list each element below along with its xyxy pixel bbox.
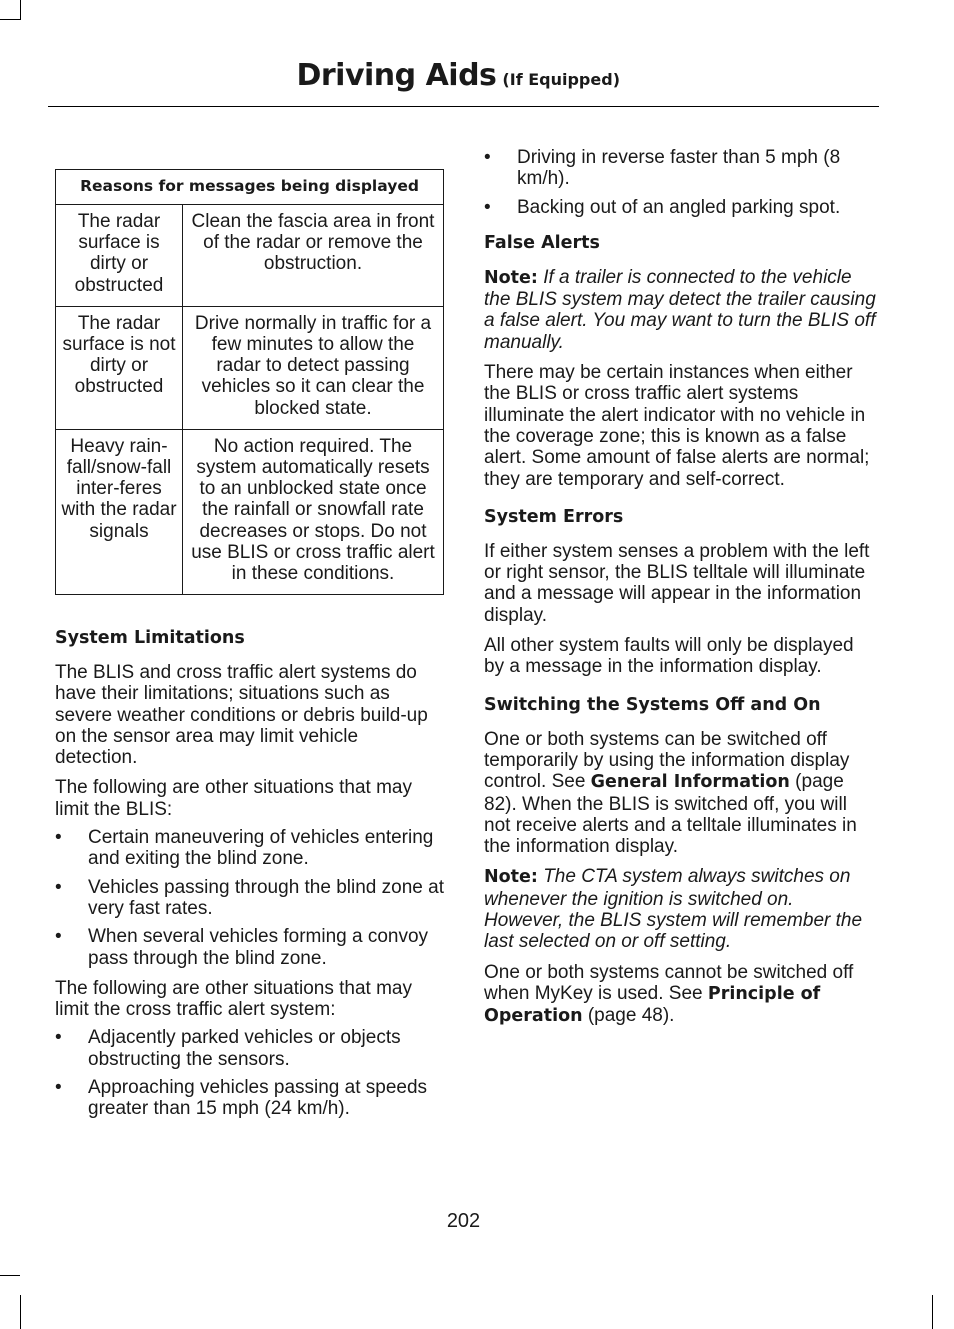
list-item xyxy=(484,147,876,190)
cta-limitations-list xyxy=(55,1027,445,1119)
section-heading-system-errors: System Errors xyxy=(484,506,624,527)
crop-mark xyxy=(0,1275,20,1276)
crop-mark xyxy=(20,1295,21,1329)
table-header-row xyxy=(56,170,444,205)
switching-text: One or both systems can be switched off temporarily by using the information display control. See xyxy=(484,728,850,793)
list-item-text: When several vehicles forming a convoy pass through the blind zone. xyxy=(88,926,429,969)
mykey-text: (page 48). xyxy=(582,1005,675,1027)
bullet-icon: • xyxy=(484,147,491,168)
section-heading-system-limitations: System Limitations xyxy=(55,628,245,648)
crop-mark xyxy=(932,1295,933,1329)
header-divider xyxy=(48,106,879,107)
section-heading-switching: Switching the Systems Off and On xyxy=(484,694,821,715)
table-cell-action: No action required. The system automatically resets to an unblocked state once the rainfall or snowfall rate decreases or stops. Do not use BLIS or cross traffic alert in these conditions. xyxy=(183,429,444,594)
list-item xyxy=(55,926,445,969)
list-item-text: Certain maneuvering of vehicles entering and exiting the blind zone. xyxy=(88,827,434,870)
principle-of-operation-link[interactable]: Principle of Operation xyxy=(484,983,821,1027)
list-item-text: Vehicles passing through the blind zone at very fast rates. xyxy=(88,876,444,919)
cta-note xyxy=(484,866,876,952)
blis-limitations-list xyxy=(55,827,445,969)
list-item xyxy=(55,827,445,870)
list-item xyxy=(55,1077,445,1120)
crop-mark xyxy=(20,0,21,20)
note-label: Note: xyxy=(484,867,538,888)
table-row xyxy=(56,429,444,594)
switching-paragraph xyxy=(484,729,876,858)
table-cell-cause: The radar surface is dirty or obstructed xyxy=(56,205,183,307)
bullet-icon: • xyxy=(55,827,62,849)
general-information-link[interactable]: General Information xyxy=(590,772,790,793)
false-alerts-paragraph: There may be certain instances when either the BLIS or cross traffic alert systems illuminate the alert indicator with no vehicle in the coverage zone; this is known as a false alert. Some amount of false alerts are normal; they are temporary and self-correct. xyxy=(484,362,870,490)
page-number: 202 xyxy=(446,1210,481,1232)
bullet-icon: • xyxy=(55,876,62,898)
switching-text: (page 82). When the BLIS is switched off, you will not receive alerts and a telltale illuminates in the information display. xyxy=(484,771,857,858)
table-row xyxy=(56,205,444,307)
table-cell-action: Clean the fascia area in front of the radar or remove the obstruction. xyxy=(183,205,444,307)
mykey-paragraph xyxy=(484,962,876,1028)
table-row xyxy=(56,306,444,429)
bullet-icon: • xyxy=(484,196,491,218)
note-label: Note: xyxy=(484,267,538,288)
crop-mark xyxy=(0,19,20,20)
section-heading-false-alerts: False Alerts xyxy=(484,232,600,253)
note-text: The CTA system always switches on whenever the ignition is switched on. However, the BLIS system will remember the last selected on or off setting. xyxy=(484,866,863,953)
list-item-text: Approaching vehicles passing at speeds greater than 15 mph (24 km/h). xyxy=(88,1077,428,1120)
right-column xyxy=(484,147,876,1028)
system-faults-paragraph: All other system faults will only be displayed by a message in the information display. xyxy=(484,635,854,678)
cta-intro-paragraph: The following are other situations that may limit the cross traffic alert system: xyxy=(55,977,412,1021)
blis-intro-paragraph: The following are other situations that may limit the BLIS: xyxy=(55,777,412,820)
list-item xyxy=(55,877,445,920)
note-text: If a trailer is connected to the vehicle the BLIS system may detect the trailer causing a false alert. You may want to turn the BLIS off manually. xyxy=(484,266,876,353)
table-header: Reasons for messages being displayed xyxy=(56,170,444,205)
mykey-text: One or both systems cannot be switched off when MyKey is used. See xyxy=(484,961,854,1004)
limitations-paragraph: The BLIS and cross traffic alert systems do have their limitations; situations such as severe weather conditions or debris build-up on the sensor area may limit vehicle detection. xyxy=(55,662,428,769)
cta-limitations-list-continued xyxy=(484,147,876,218)
list-item-text: Adjacently parked vehicles or objects obstructing the sensors. xyxy=(88,1027,401,1070)
table-cell-cause: The radar surface is not dirty or obstructed xyxy=(56,306,183,429)
table-cell-cause: Heavy rain-fall/snow-fall inter-feres with the radar signals xyxy=(56,429,183,594)
list-item xyxy=(484,197,876,218)
bullet-icon: • xyxy=(55,1027,62,1049)
false-alerts-note xyxy=(484,267,876,353)
title-subtitle: (If Equipped) xyxy=(502,70,620,89)
list-item-text: Backing out of an angled parking spot. xyxy=(517,196,841,218)
table-cell-action: Drive normally in traffic for a few minutes to allow the radar to detect passing vehicles so it can clear the blocked state. xyxy=(183,306,444,429)
list-item-text: Driving in reverse faster than 5 mph (8 km/h). xyxy=(517,147,841,190)
messages-table xyxy=(55,169,444,595)
page-title xyxy=(296,58,620,93)
left-column xyxy=(55,627,445,1120)
bullet-icon: • xyxy=(55,1077,62,1099)
list-item xyxy=(55,1027,445,1070)
title-text: Driving Aids xyxy=(296,58,497,93)
system-errors-paragraph: If either system senses a problem with the left or right sensor, the BLIS telltale will illuminate and a message will appear in the information display. xyxy=(484,540,870,626)
bullet-icon: • xyxy=(55,926,62,948)
